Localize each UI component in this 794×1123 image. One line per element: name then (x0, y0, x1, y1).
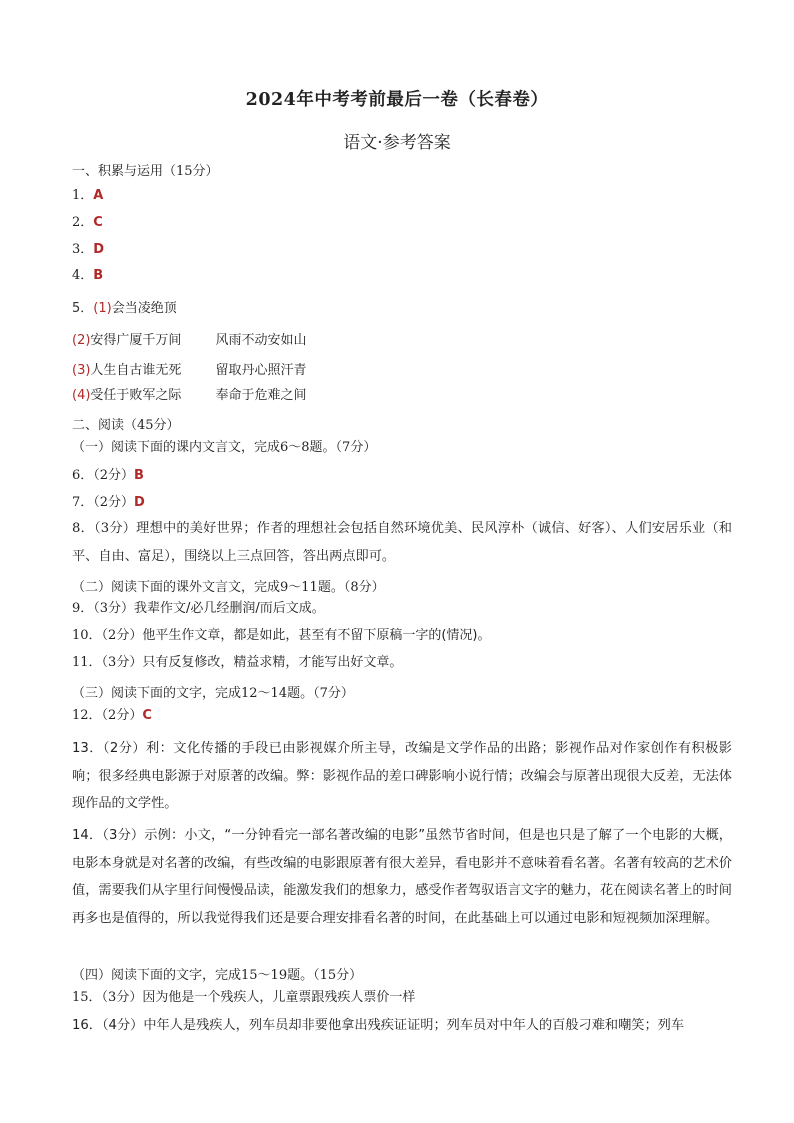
answer-mark: (1) (93, 301, 112, 316)
section-heading: 二、阅读（45分） (72, 418, 180, 433)
answer-text: 理想中的美好世界；作者的理想社会包括自然环境优美、民风淳朴（诚信、好客）、人们安居乐业（和平、自由、富足），围绕以上三点回答，答出两点即可。 (72, 521, 732, 564)
question-number: 2． (72, 215, 94, 230)
answer-row (72, 708, 152, 724)
answer-text: 只有反复修改，精益求精，才能写出好文章。 (142, 655, 403, 670)
question-number: 5． (72, 301, 94, 316)
answer-text: C (142, 708, 152, 723)
answer-text: 风雨不动安如山 (215, 333, 307, 348)
answer-row (72, 655, 402, 671)
answer-text: B (93, 268, 104, 283)
question-number: 9．（3分） (72, 601, 135, 616)
answer-mark: (2) (72, 333, 91, 348)
part-intro: （一）阅读下面的课内文言文，完成6～8题。（7分） (72, 440, 377, 455)
question-number: 10．（2分） (72, 628, 143, 643)
answer-text: D (134, 495, 145, 510)
answer-text: 中年人是残疾人，列车员却非要他拿出残疾证证明；列车员对中年人的百般刁难和嘲笑；列车 (143, 1018, 685, 1033)
answer-row (72, 215, 103, 231)
answer-text: A (93, 188, 104, 203)
answer-row (72, 301, 177, 317)
question-number: 8．（3分） (72, 521, 137, 536)
answer-text: 人生自古谁无死 (90, 363, 182, 378)
answer-row (72, 601, 325, 617)
question-number: 13．（2分） (72, 741, 147, 756)
answer-text: 会当凌绝顶 (111, 301, 177, 316)
question-number: 7．（2分） (72, 495, 135, 510)
question-number: 14．（3分） (72, 828, 145, 843)
answer-row (72, 333, 306, 349)
question-number: 6．（2分） (72, 468, 135, 483)
page-title: 2024年中考考前最后一卷（长春卷） (245, 90, 549, 110)
answer-row (72, 628, 490, 644)
answer-paragraph (72, 735, 732, 818)
answer-text: 我辈作文/必几经删润/而后文成。 (134, 601, 325, 616)
answer-text: 奉命于危难之间 (215, 388, 307, 403)
question-number: 3． (72, 242, 94, 257)
answer-text: D (93, 242, 105, 257)
answer-mark: (3) (72, 363, 91, 378)
answer-text: 受任于败军之际 (90, 388, 182, 403)
answer-text: 利：文化传播的手段已由影视媒介所主导，改编是文学作品的出路；影视作品对作家创作有积极影响；很多经典电影源于对原著的改编。弊：影视作品的差口碑影响小说行情；改编会与原著出现很大反差，无法体现作品的文学性。 (72, 741, 732, 811)
question-number: 12．（2分） (72, 708, 143, 723)
question-number: 15．（3分） (72, 990, 143, 1005)
answer-text: 因为他是一个残疾人，儿童票跟残疾人票价一样 (142, 990, 416, 1005)
answer-text: 留取丹心照汗青 (215, 363, 307, 378)
answer-row (72, 268, 103, 284)
part-intro: （二）阅读下面的课外文言文，完成9～11题。（8分） (72, 580, 385, 595)
answer-row (72, 363, 306, 379)
answer-text: 安得广厦千万间 (90, 333, 182, 348)
question-number: 16．（4分） (72, 1018, 144, 1033)
answer-text: 示例：小文，“一分钟看完一部名著改编的电影”虽然节省时间，但是也只是了解了一个电影的大概，电影本身就是对名著的改编，有些改编的电影跟原著有很大差异，看电影并不意味着看名著。名著有较高的艺术价值，需要我们从字里行间慢慢品读，能激发我们的想象力，感受作者驾驭语言文字的魅力，花在阅读名著上的时间再多也是值得的，所以我觉得我们还是要合理安排看名著的时间，在此基础上可以通过电影和短视频加深理解。 (72, 828, 732, 926)
answer-row (72, 495, 145, 511)
answer-paragraph (72, 822, 732, 932)
answer-paragraph (72, 515, 732, 570)
question-number: 11．（3分） (72, 655, 143, 670)
answer-text: C (93, 215, 103, 230)
answer-text: 他平生作文章，都是如此，甚至有不留下原稿一字的(情况)。 (142, 628, 491, 643)
answer-row (72, 990, 415, 1006)
part-intro: （三）阅读下面的文字，完成12～14题。（7分） (72, 686, 354, 701)
question-number: 1． (72, 188, 94, 203)
answer-row (72, 188, 103, 204)
question-number: 4． (72, 268, 94, 283)
part-intro: （四）阅读下面的文字，完成15～19题。（15分） (72, 968, 363, 983)
answer-mark: (4) (72, 388, 91, 403)
answer-text: B (134, 468, 144, 483)
page-subtitle: 语文·参考答案 (343, 133, 451, 153)
answer-row (72, 242, 104, 258)
answer-paragraph (72, 1012, 732, 1040)
answer-row (72, 468, 144, 484)
section-heading: 一、积累与运用（15分） (72, 164, 219, 179)
answer-row (72, 388, 306, 404)
